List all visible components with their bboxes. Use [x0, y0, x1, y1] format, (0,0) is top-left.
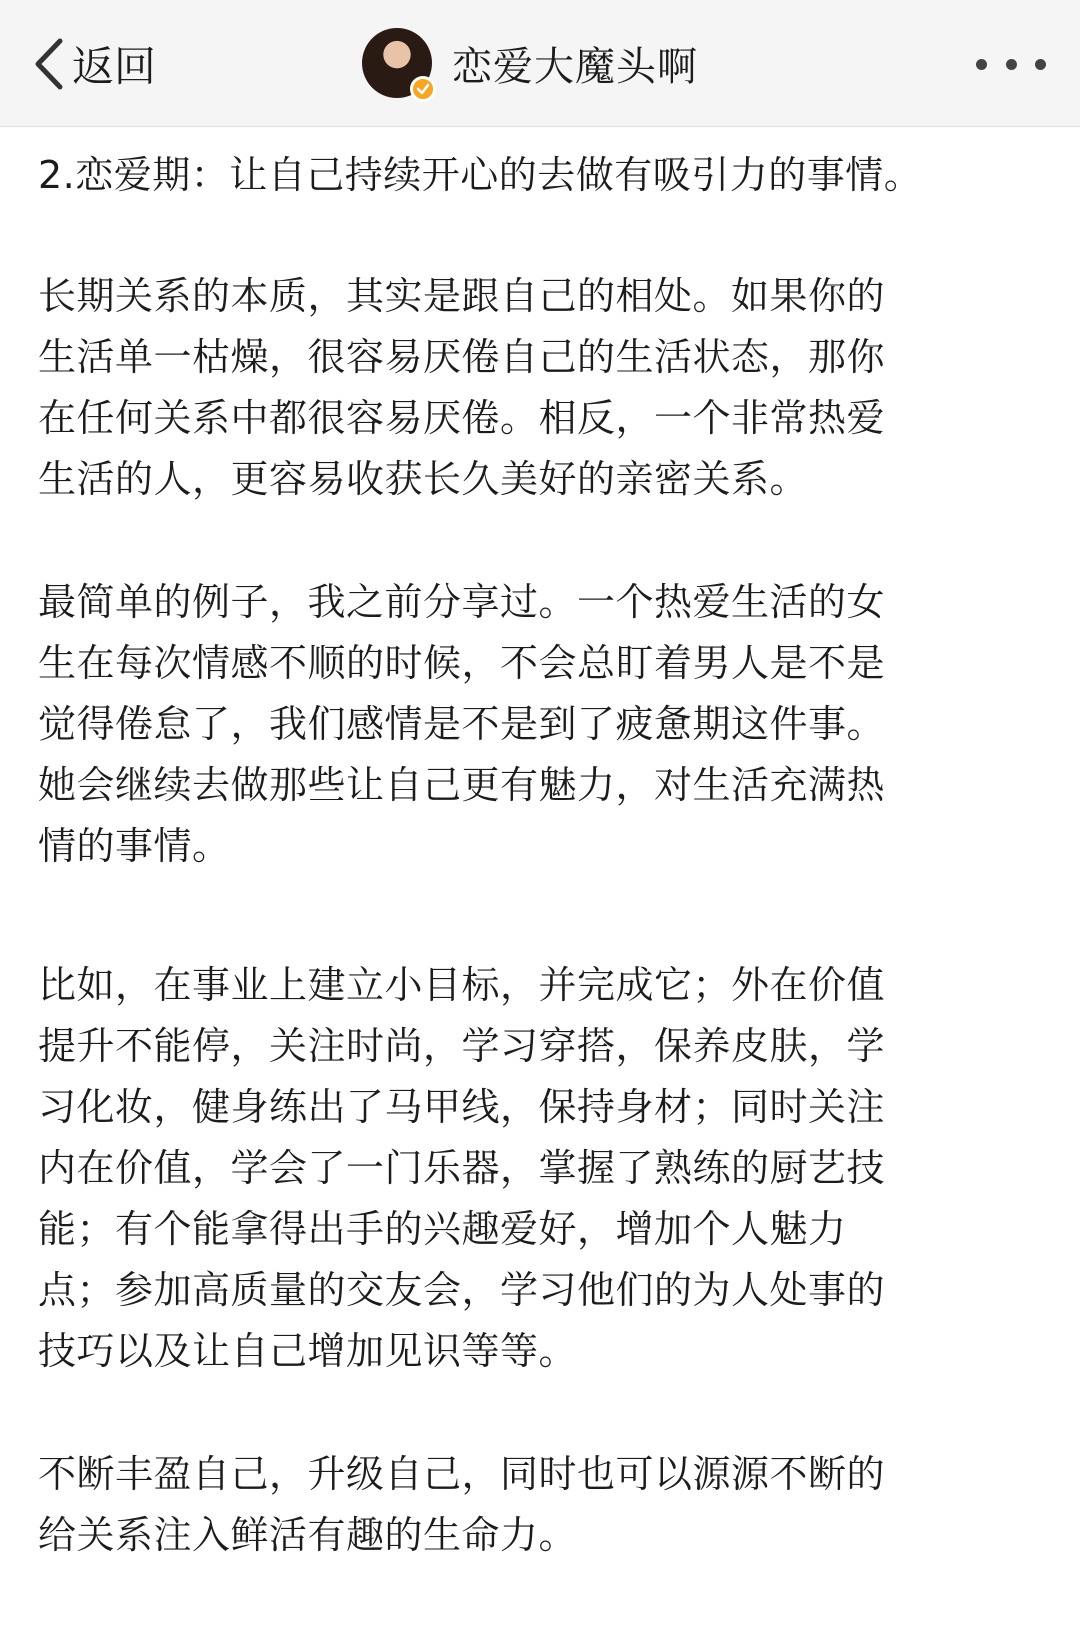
text-line: 觉得倦怠了，我们感情是不是到了疲惫期这件事。: [38, 702, 886, 746]
author-profile[interactable]: [362, 28, 698, 98]
text-line: 她会继续去做那些让自己更有魅力，对生活充满热: [38, 763, 886, 807]
text-line: 生在每次情感不顺的时候，不会总盯着男人是不是: [38, 641, 886, 685]
verified-badge-icon: [410, 76, 436, 102]
text-line: 生活单一枯燥，很容易厌倦自己的生活状态，那你: [38, 335, 886, 379]
post-body: [38, 145, 1048, 1566]
text-line: 最简单的例子，我之前分享过。一个热爱生活的女: [38, 580, 886, 624]
top-nav-bar: [0, 0, 1080, 127]
text-line: 习化妆，健身练出了马甲线，保持身材；同时关注: [38, 1085, 886, 1129]
text-line: 技巧以及让自己增加见识等等。: [38, 1329, 578, 1373]
paragraph-5: [38, 1444, 1048, 1566]
text-line: 2.恋爱期：让自己持续开心的去做有吸引力的事情。: [38, 153, 923, 197]
more-options-button[interactable]: [976, 52, 1046, 76]
text-line: 点；参加高质量的交友会，学习他们的为人处事的: [38, 1268, 886, 1312]
text-line: 生活的人，更容易收获长久美好的亲密关系。: [38, 457, 809, 501]
text-line: 比如，在事业上建立小目标，并完成它；外在价值: [38, 963, 886, 1007]
author-name[interactable]: 恋爱大魔头啊: [452, 43, 698, 90]
text-line: 在任何关系中都很容易厌倦。相反，一个非常热爱: [38, 396, 886, 440]
paragraph-3: [38, 572, 1048, 877]
paragraph-4: [38, 955, 1048, 1382]
text-line: 给关系注入鲜活有趣的生命力。: [38, 1513, 578, 1557]
more-dot-icon: [976, 59, 987, 70]
more-dot-icon: [1006, 59, 1017, 70]
avatar[interactable]: [362, 28, 432, 98]
chevron-left-icon: [30, 35, 66, 93]
text-line: 长期关系的本质，其实是跟自己的相处。如果你的: [38, 274, 886, 318]
paragraph-1: [38, 145, 1048, 206]
text-line: 情的事情。: [38, 824, 231, 868]
paragraph-2: [38, 266, 1048, 510]
text-line: 提升不能停，关注时尚，学习穿搭，保养皮肤，学: [38, 1024, 886, 1068]
text-line: 能；有个能拿得出手的兴趣爱好，增加个人魅力: [38, 1207, 847, 1251]
back-button[interactable]: [30, 32, 156, 96]
more-dot-icon: [1035, 59, 1046, 70]
back-label: 返回: [72, 42, 157, 91]
text-line: 内在价值，学会了一门乐器，掌握了熟练的厨艺技: [38, 1146, 886, 1190]
text-line: 不断丰盈自己，升级自己，同时也可以源源不断的: [38, 1452, 886, 1496]
